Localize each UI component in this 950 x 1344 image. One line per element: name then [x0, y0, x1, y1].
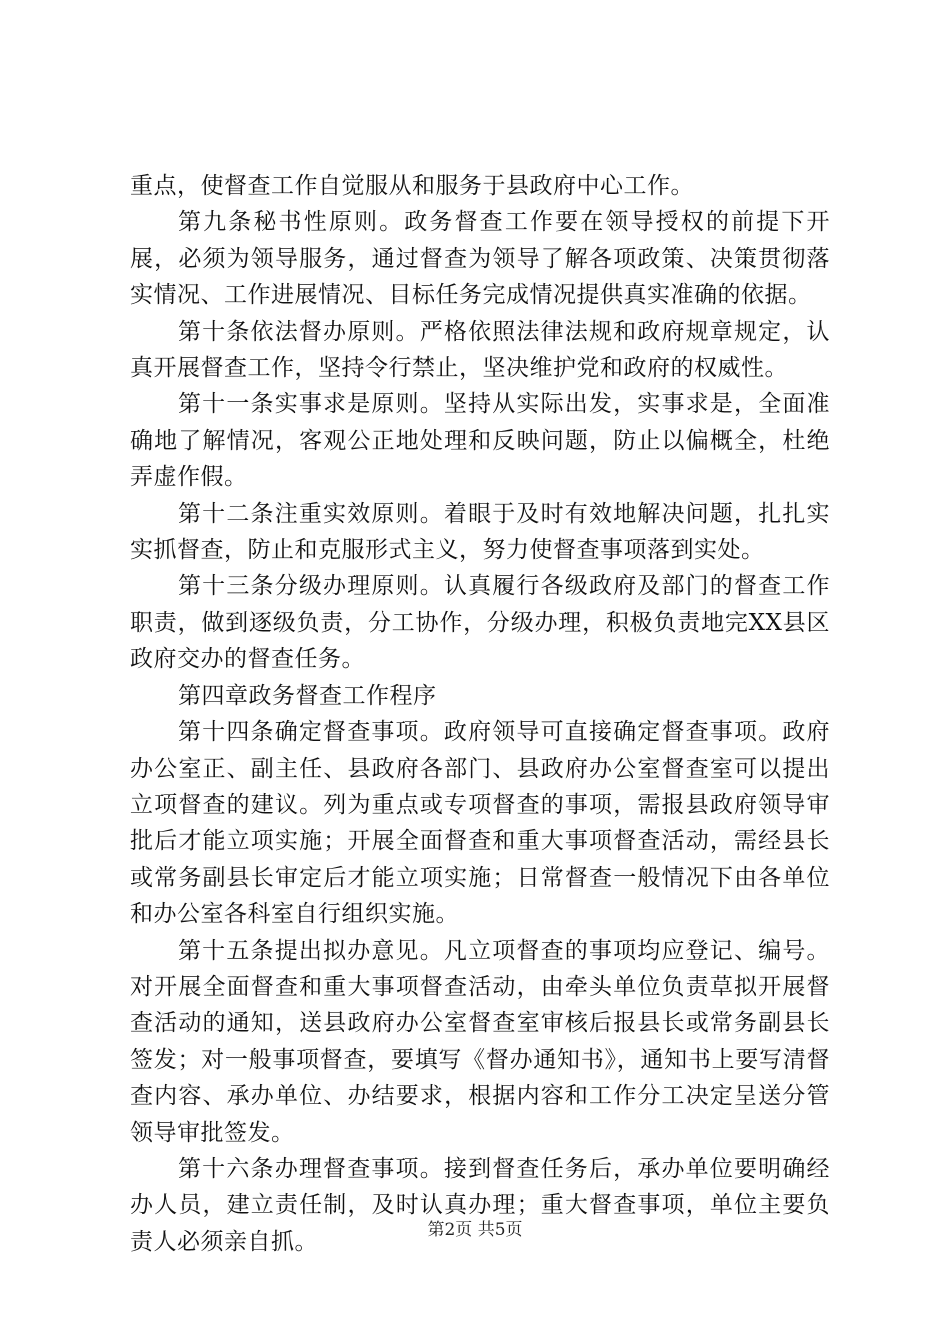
- paragraph-continuation: 重点，使督查工作自觉服从和服务于县政府中心工作。: [130, 173, 694, 199]
- paragraph-article-14: 第十四条确定督查事项。政府领导可直接确定督查事项。政府办公室正、副主任、县政府各部门、县政府办公室督查室可以提出立项督查的建议。列为重点或专项督查的事项，需报县政府领导审批后才能立项实施；开展全面督查和重大事项督查活动，需经县长或常务副县长审定后才能立项实施；日常督查一般情况下由各单位和办公室各科室自行组织实施。: [130, 719, 830, 928]
- chapter-heading-4: 第四章政务督查工作程序: [178, 682, 437, 709]
- document-body: [130, 168, 830, 1260]
- paragraph-article-12: 第十二条注重实效原则。着眼于及时有效地解决问题，扎扎实实抓督查，防止和克服形式主义，努力使督查事项落到实处。: [130, 500, 830, 564]
- paragraph-article-9: 第九条秘书性原则。政务督查工作要在领导授权的前提下开展，必须为领导服务，通过督查为领导了解各项政策、决策贯彻落实情况、工作进展情况、目标任务完成情况提供真实准确的依据。: [130, 209, 830, 309]
- page-number-footer: 第2页 共5页: [427, 1220, 523, 1240]
- paragraph-article-11: 第十一条实事求是原则。坚持从实际出发，实事求是，全面准确地了解情况，客观公正地处理和反映问题，防止以偏概全，杜绝弄虚作假。: [130, 391, 830, 491]
- paragraph-article-13: 第十三条分级办理原则。认真履行各级政府及部门的督查工作职责，做到逐级负责，分工协作，分级办理，积极负责地完XX县区政府交办的督查任务。: [130, 573, 830, 673]
- paragraph-article-16: 第十六条办理督查事项。接到督查任务后，承办单位要明确经办人员，建立责任制，及时认真办理；重大督查事项，单位主要负责人必须亲自抓。: [130, 1155, 830, 1255]
- paragraph-article-15: 第十五条提出拟办意见。凡立项督查的事项均应登记、编号。对开展全面督查和重大事项督查活动，由牵头单位负责草拟开展督查活动的通知，送县政府办公室督查室审核后报县长或常务副县长签发；对一般事项督查，要填写《督办通知书》，通知书上要写清督查内容、承办单位、办结要求，根据内容和工作分工决定呈送分管领导审批签发。: [130, 937, 830, 1146]
- paragraph-article-10: 第十条依法督办原则。严格依照法律法规和政府规章规定，认真开展督查工作，坚持令行禁止，坚决维护党和政府的权威性。: [130, 318, 830, 382]
